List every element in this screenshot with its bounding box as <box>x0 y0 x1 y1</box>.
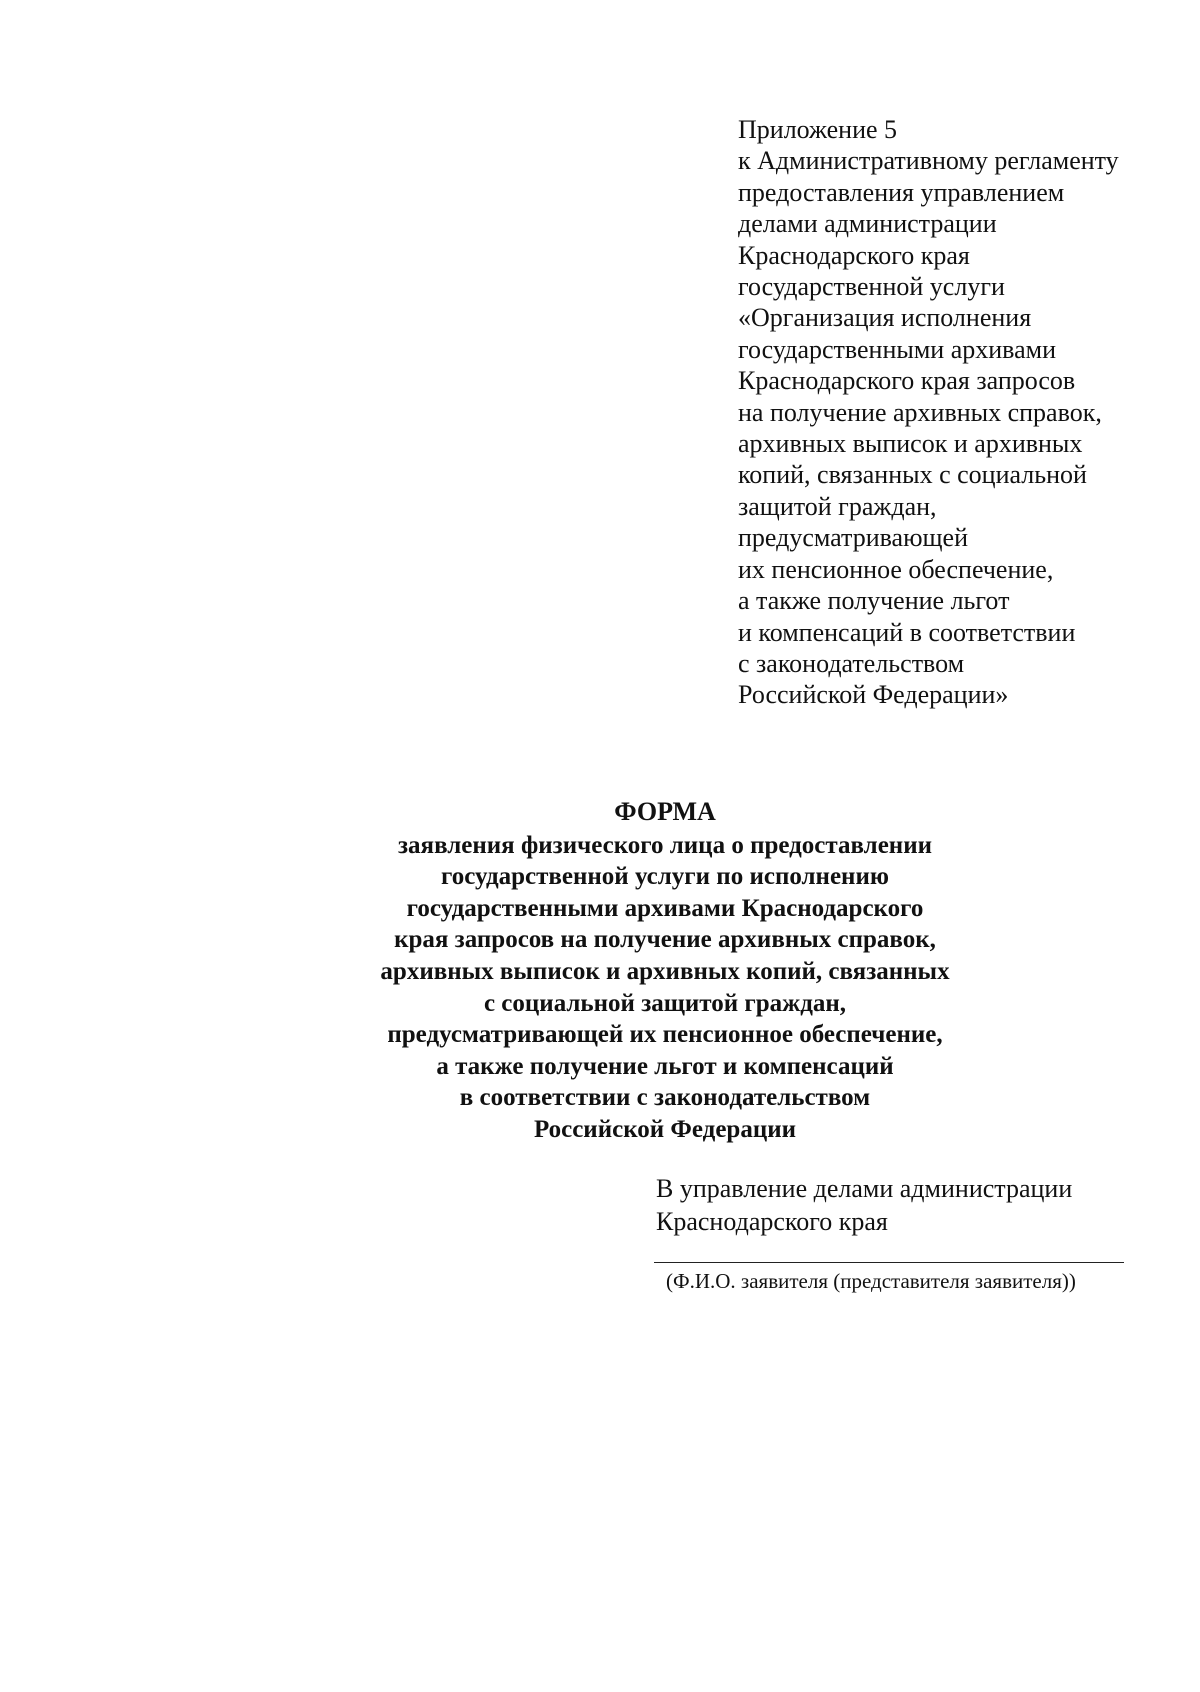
form-subtitle-line: государственной услуги по исполнению <box>441 863 889 891</box>
form-title-block <box>250 796 1080 1146</box>
form-subtitle-line: предусматривающей их пенсионное обеспечение, <box>387 1021 943 1049</box>
form-subtitle-line: а также получение льгот и компенсаций <box>436 1052 894 1080</box>
form-subtitle-line: в соответствии с законодательством <box>459 1084 871 1112</box>
applicant-name-line <box>654 1262 1124 1263</box>
appendix-line: архивных выписок и архивных <box>738 429 1083 459</box>
form-subtitle-line: Российской Федерации <box>533 1115 797 1143</box>
appendix-line: предоставления управлением <box>738 177 1065 207</box>
appendix-line: с законодательством <box>738 648 965 678</box>
addressee-line: Краснодарского края <box>656 1207 888 1236</box>
appendix-line: и компенсаций в соответствии <box>738 617 1076 647</box>
form-subtitle-line: архивных выписок и архивных копий, связанных <box>380 957 950 985</box>
appendix-line: Российской Федерации» <box>738 680 1009 710</box>
appendix-line: Приложение 5 <box>738 115 898 144</box>
appendix-line: их пенсионное обеспечение, <box>738 554 1054 584</box>
addressee-line: В управление делами администрации <box>656 1174 1073 1203</box>
appendix-line: а также получение льгот <box>738 586 1010 616</box>
appendix-line: копий, связанных с социальной <box>738 460 1087 490</box>
form-subtitle-line: края запросов на получение архивных справок, <box>394 926 936 954</box>
appendix-reference <box>738 114 1178 711</box>
form-subtitle-line: с социальной защитой граждан, <box>483 989 847 1017</box>
appendix-line: государственными архивами <box>738 334 1057 364</box>
appendix-line: государственной услуги <box>738 272 1005 302</box>
appendix-line: Краснодарского края <box>738 240 970 270</box>
form-heading: ФОРМА <box>614 797 716 826</box>
appendix-line: к Административному регламенту <box>738 146 1119 176</box>
appendix-line: делами администрации <box>738 209 997 239</box>
applicant-name-caption: (Ф.И.О. заявителя (представителя заявителя)) <box>666 1269 1076 1293</box>
form-subtitle-line: заявления физического лица о предоставлении <box>398 831 932 859</box>
form-subtitle-line: государственными архивами Краснодарского <box>406 894 924 922</box>
appendix-line: защитой граждан, <box>738 491 937 521</box>
addressee-block <box>656 1172 1176 1238</box>
appendix-line: «Организация исполнения <box>738 303 1032 333</box>
appendix-line: Краснодарского края запросов <box>738 366 1076 396</box>
appendix-line: предусматривающей <box>738 523 968 553</box>
appendix-line: на получение архивных справок, <box>738 397 1102 427</box>
